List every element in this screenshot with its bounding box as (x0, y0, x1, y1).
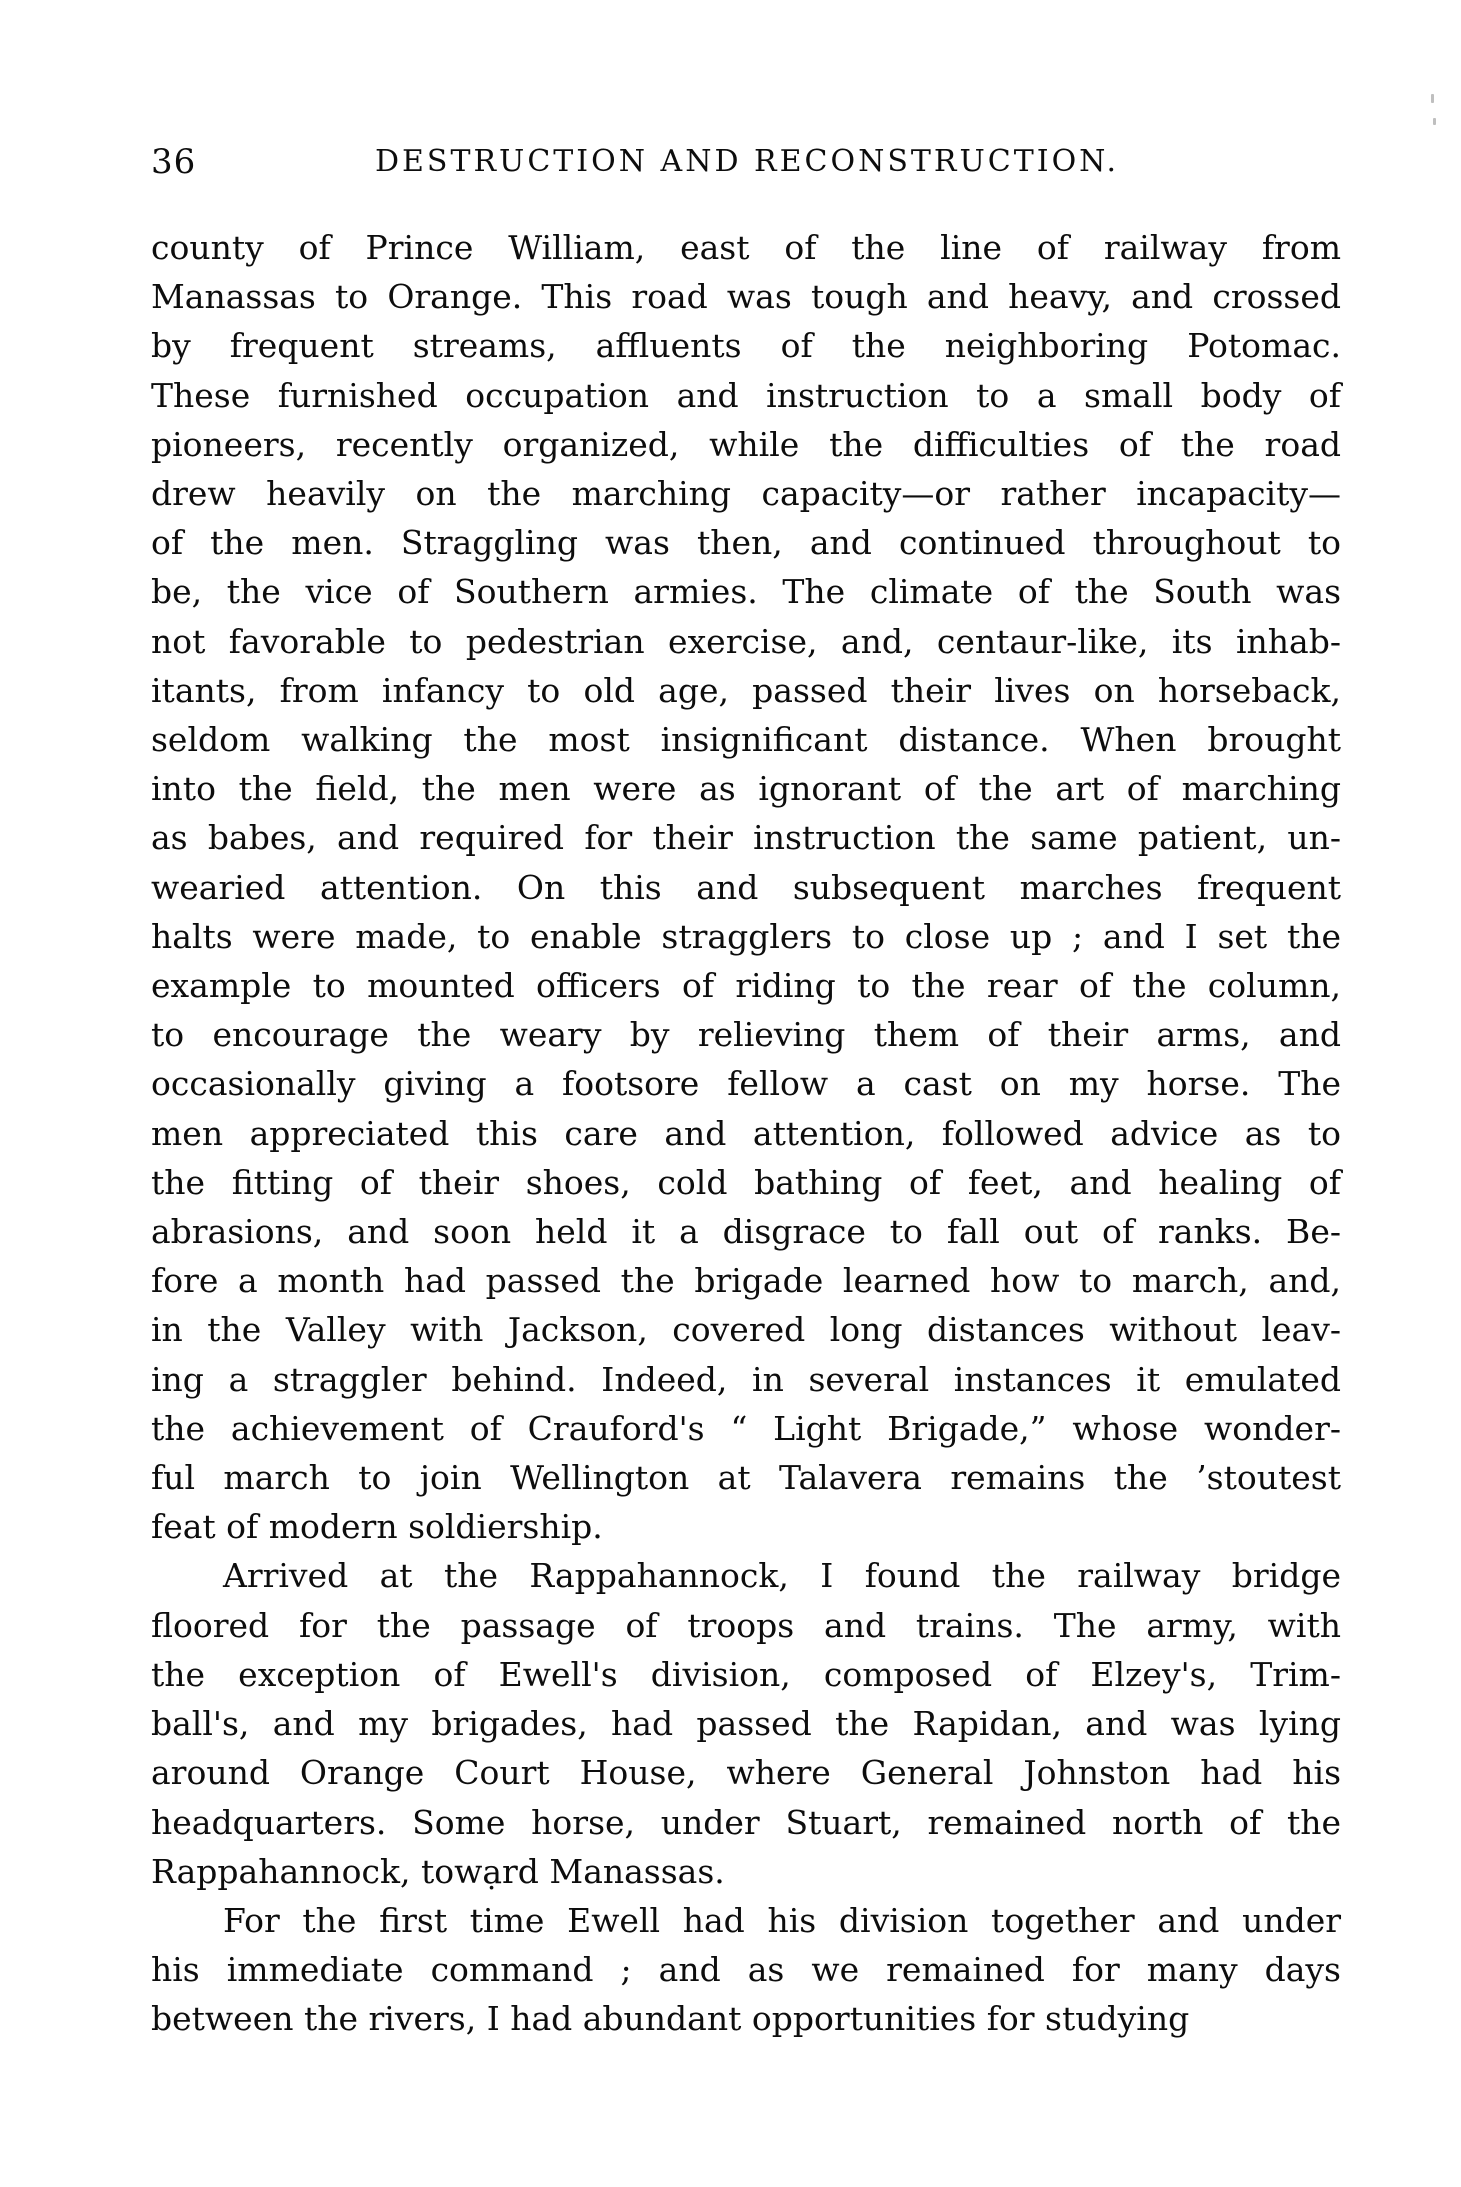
text-line: ful march to join Wellington at Talavera remains the ’stoutest (151, 1458, 1341, 1498)
text-line: in the Valley with Jackson, covered long distances without leav- (151, 1310, 1341, 1350)
text-line: example to mounted officers of riding to the rear of the column, (151, 966, 1341, 1006)
text-line: between the rivers, I had abundant opportunities for studying (151, 1999, 1190, 2039)
text-line: halts were made, to enable stragglers to close up ; and I set the (151, 916, 1341, 956)
text-line: ing a straggler behind. Indeed, in several instances it emulated (151, 1359, 1341, 1399)
text-line: headquarters. Some horse, under Stuart, remained north of the (151, 1802, 1341, 1842)
text-line: not favorable to pedestrian exercise, and, centaur-like, its inhab- (151, 621, 1341, 661)
page-body (151, 223, 1341, 2044)
text-line: For the first time Ewell had his division together and under (223, 1900, 1341, 1940)
text-line: by frequent streams, affluents of the neighboring Potomac. (151, 326, 1341, 366)
scan-artifact-speck (1431, 94, 1434, 103)
text-line: feat of modern soldiership. (151, 1507, 603, 1547)
text-line: the exception of Ewell's division, composed of Elzey's, Trim- (151, 1654, 1341, 1694)
text-line: around Orange Court House, where General Johnston had his (151, 1753, 1341, 1793)
text-line: fore a month had passed the brigade learned how to march, and, (151, 1261, 1341, 1301)
text-line: itants, from infancy to old age, passed their lives on horseback, (151, 670, 1341, 710)
text-line: to encourage the weary by relieving them of their arms, and (151, 1015, 1341, 1055)
text-line: into the field, the men were as ignorant of the art of marching (151, 769, 1341, 809)
text-line: wearied attention. On this and subsequent marches frequent (151, 867, 1341, 907)
text-line: county of Prince William, east of the line of railway from (151, 228, 1341, 267)
text-line: abrasions, and soon held it a disgrace to fall out of ranks. Be- (151, 1212, 1341, 1252)
text-line: be, the vice of Southern armies. The climate of the South was (151, 572, 1341, 612)
running-title: DESTRUCTION AND RECONSTRUCTION. (374, 144, 1120, 179)
text-line: his immediate command ; and as we remained for many days (151, 1950, 1341, 1990)
text-line: floored for the passage of troops and trains. The army, with (151, 1605, 1341, 1645)
text-line: occasionally giving a footsore fellow a cast on my horse. The (151, 1064, 1341, 1104)
text-line: drew heavily on the marching capacity—or rather incapacity— (151, 474, 1341, 514)
text-line: Manassas to Orange. This road was tough and heavy, and crossed (151, 277, 1341, 317)
page-header (151, 140, 1343, 184)
page-number: 36 (151, 142, 197, 182)
text-line: of the men. Straggling was then, and continued throughout to (151, 523, 1341, 563)
text-line: Rappahannock, towạrd Manassas. (151, 1851, 725, 1891)
text-line: ball's, and my brigades, had passed the Rapidan, and was lying (151, 1704, 1341, 1744)
text-line: men appreciated this care and attention, followed advice as to (151, 1113, 1341, 1153)
text-line: the achievement of Crauford's “ Light Brigade,” whose wonder- (151, 1408, 1341, 1448)
scan-artifact-speck (1433, 118, 1436, 125)
text-line: seldom walking the most insignificant distance. When brought (151, 720, 1341, 760)
text-line: Arrived at the Rappahannock, I found the railway bridge (223, 1556, 1341, 1596)
text-line: pioneers, recently organized, while the difficulties of the road (151, 424, 1341, 464)
text-line: as babes, and required for their instruction the same patient, un- (151, 818, 1341, 858)
text-line: These furnished occupation and instruction to a small body of (151, 375, 1341, 415)
text-line: the fitting of their shoes, cold bathing of feet, and healing of (151, 1162, 1341, 1202)
